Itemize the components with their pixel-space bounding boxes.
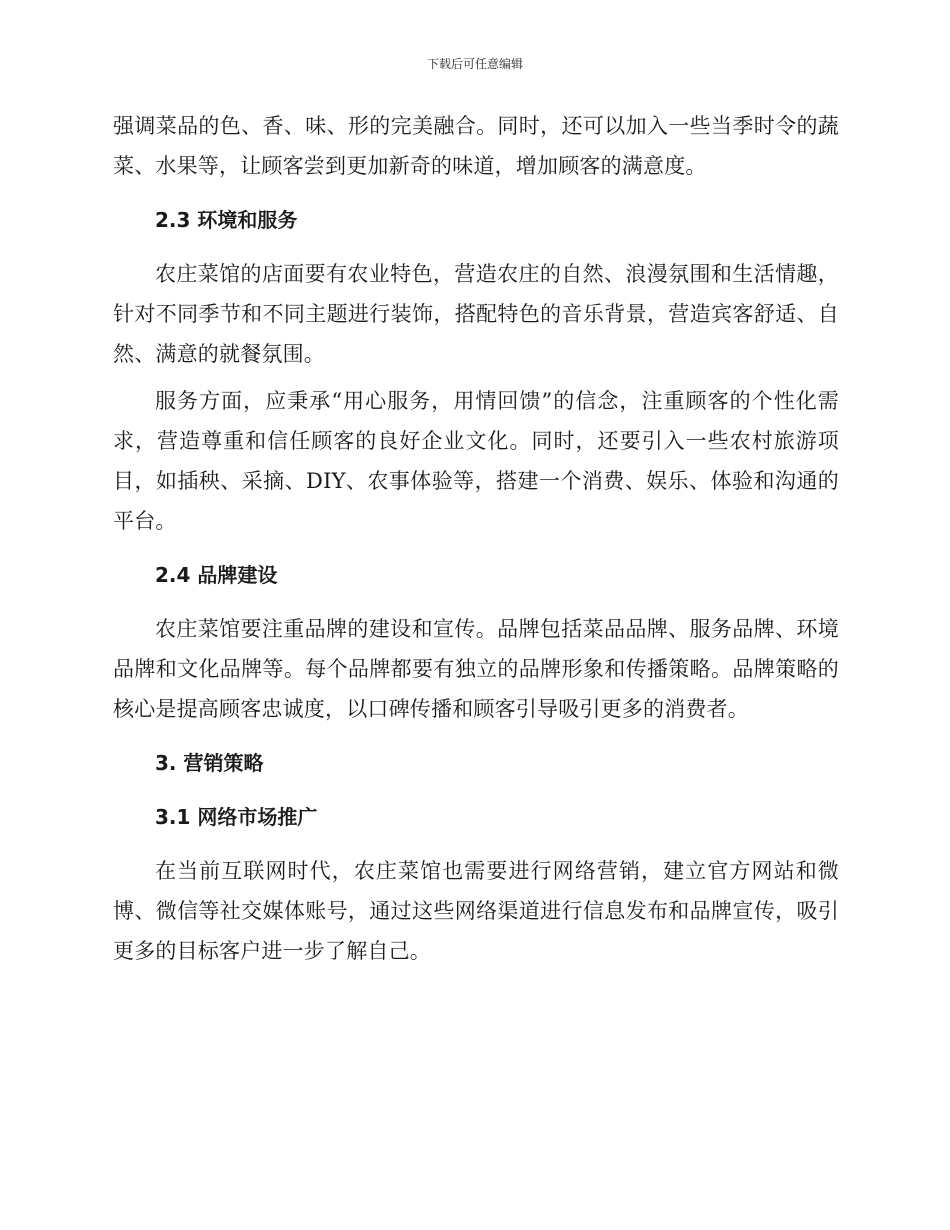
page-header: 下载后可任意编辑: [426, 57, 523, 71]
paragraph-brand: 农庄菜馆要注重品牌的建设和宣传。品牌包括菜品品牌、服务品牌、环境品牌和文化品牌等。每个品牌都要有独立的品牌形象和传播策略。品牌策略的核心是提高顾客忠诚度，以口碑传播和顾客引导吸引更多的消费者。: [113, 617, 839, 721]
heading-3-1: 3.1 网络市场推广: [155, 805, 318, 829]
paragraph-online-marketing: 在当前互联网时代，农庄菜馆也需要进行网络营销，建立官方网站和微博、微信等社交媒体账号，通过这些网络渠道进行信息发布和品牌宣传，吸引更多的目标客户进一步了解自己。: [113, 859, 839, 963]
heading-3: 3. 营销策略: [155, 751, 264, 775]
paragraph-continuation: 强调菜品的色、香、味、形的完美融合。同时，还可以加入一些当季时令的蔬菜、水果等，让顾客尝到更加新奇的味道，增加顾客的满意度。: [113, 114, 839, 178]
paragraph-environment: 农庄菜馆的店面要有农业特色，营造农庄的自然、浪漫氛围和生活情趣，针对不同季节和不同主题进行装饰，搭配特色的音乐背景，营造宾客舒适、自然、满意的就餐氛围。: [113, 262, 839, 366]
paragraph-service: 服务方面，应秉承“用心服务，用情回馈”的信念，注重顾客的个性化需求，营造尊重和信任顾客的良好企业文化。同时，还要引入一些农村旅游项目，如插秧、采摘、DIY、农事体验等，搭建一个消费、娱乐、体验和沟通的平台。: [113, 389, 839, 533]
heading-2-4: 2.4 品牌建设: [155, 563, 278, 587]
document-body: [113, 106, 839, 971]
heading-2-3: 2.3 环境和服务: [155, 208, 298, 232]
